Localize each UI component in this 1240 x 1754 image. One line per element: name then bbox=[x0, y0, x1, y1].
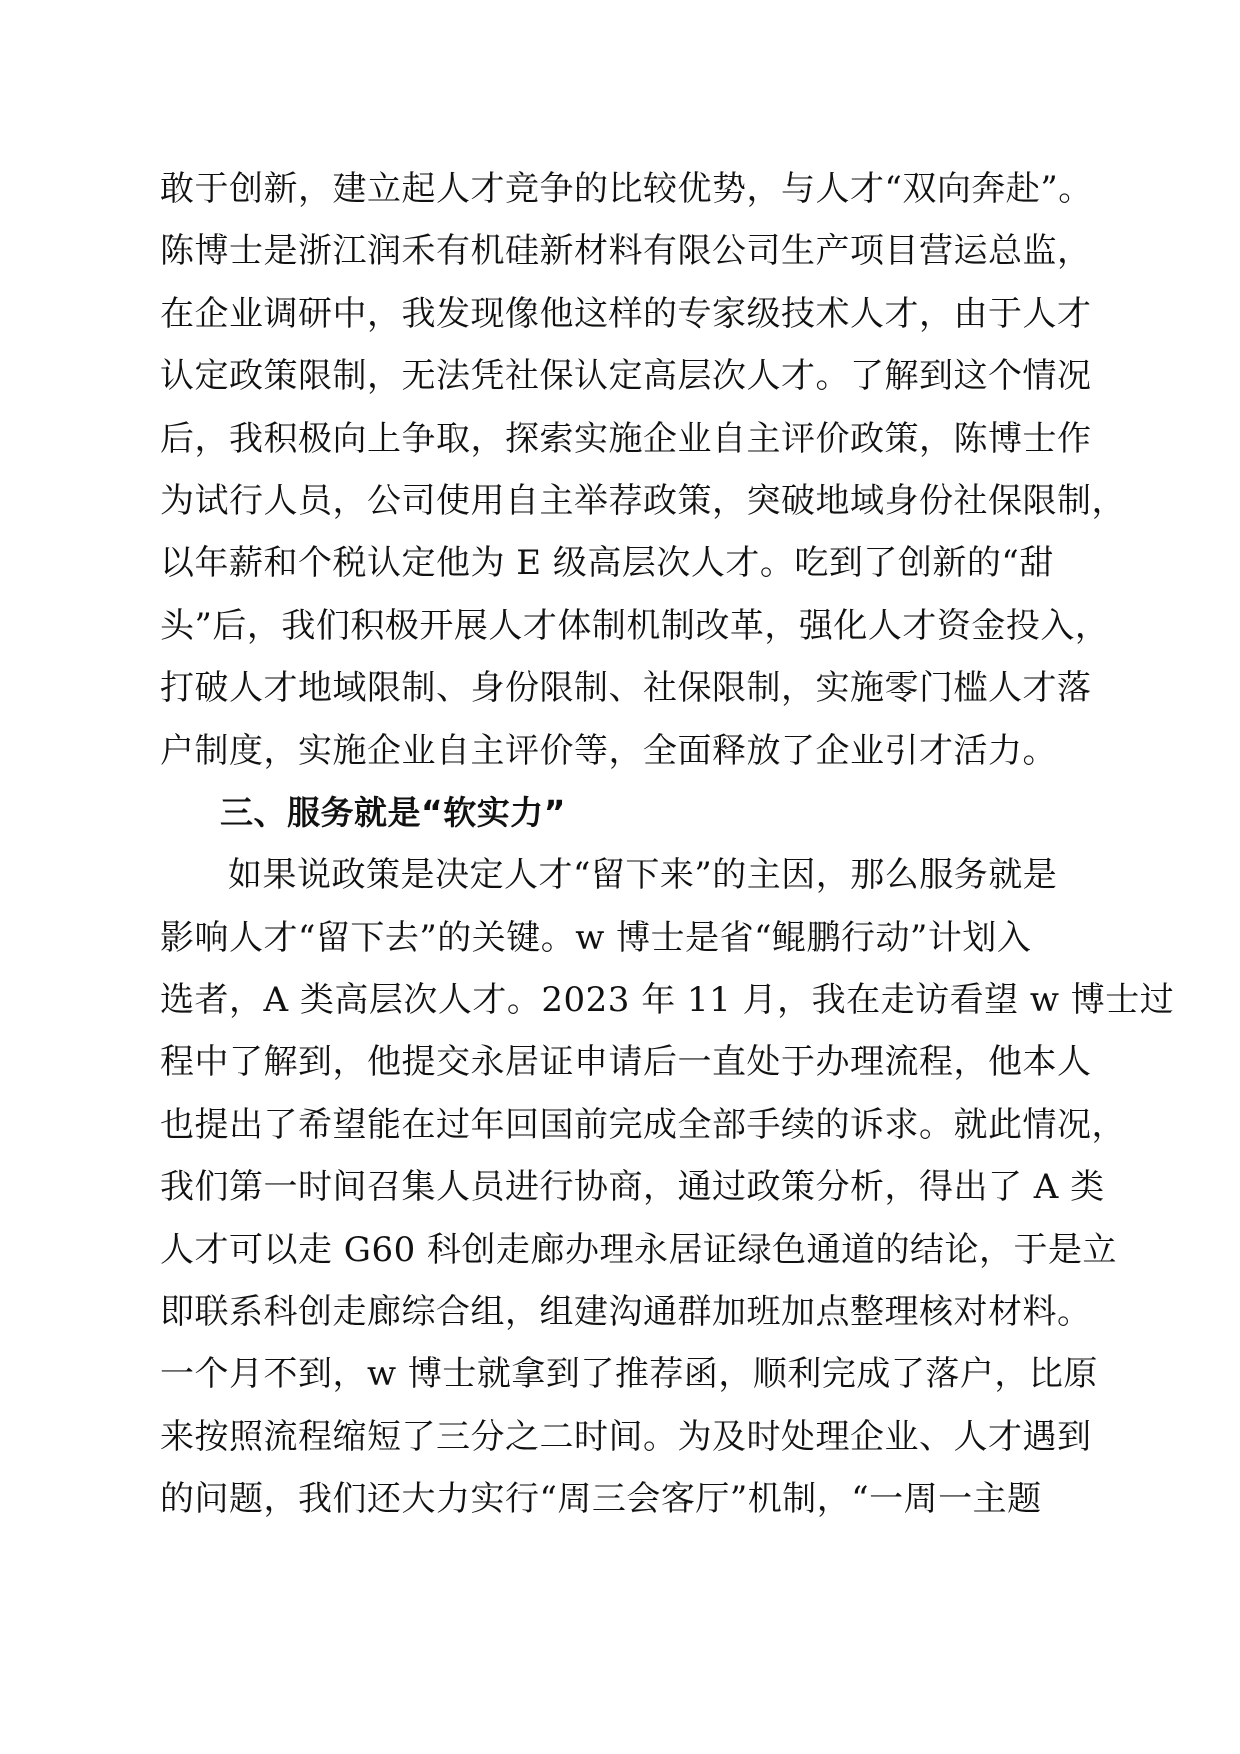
text-line: 即联系科创走廊综合组，组建沟通群加班加点整理核对材料。 bbox=[160, 1292, 1092, 1333]
text-line: 在企业调研中，我发现像他这样的专家级技术人才，由于人才 bbox=[160, 293, 1092, 334]
text-line: 认定政策限制，无法凭社保认定高层次人才。了解到这个情况 bbox=[160, 356, 1092, 397]
text-line: 后，我积极向上争取，探索实施企业自主评价政策，陈博士作 bbox=[160, 418, 1092, 459]
paragraph-first-line: 如果说政策是决定人才“留下来”的主因，那么服务就是 bbox=[228, 855, 1058, 896]
text-line: 的问题，我们还大力实行“周三会客厅”机制，“一周一主题 bbox=[160, 1479, 1042, 1520]
text-line: 陈博士是浙江润禾有机硅新材料有限公司生产项目营运总监， bbox=[160, 231, 1092, 272]
text-line: 以年薪和个税认定他为 E 级高层次人才。吃到了创新的“甜 bbox=[160, 543, 1054, 584]
text-line: 人才可以走 G60 科创走廊办理永居证绿色通道的结论，于是立 bbox=[160, 1229, 1118, 1270]
text-line: 影响人才“留下去”的关键。w 博士是省“鲲鹏行动”计划入 bbox=[160, 917, 1032, 958]
body-text bbox=[160, 158, 1175, 1531]
text-line: 程中了解到，他提交永居证申请后一直处于办理流程，他本人 bbox=[160, 1042, 1092, 1083]
text-line: 户制度，实施企业自主评价等，全面释放了企业引才活力。 bbox=[160, 730, 1057, 771]
text-line: 选者，A 类高层次人才。2023 年 11 月，我在走访看望 w 博士过 bbox=[160, 980, 1175, 1021]
text-line: 敢于创新，建立起人才竞争的比较优势，与人才“双向奔赴”。 bbox=[160, 169, 1093, 209]
text-line: 为试行人员，公司使用自主举荐政策，突破地域身份社保限制， bbox=[160, 480, 1126, 521]
text-line: 头”后，我们积极开展人才体制机制改革，强化人才资金投入， bbox=[160, 605, 1110, 646]
text-line: 也提出了希望能在过年回国前完成全部手续的诉求。就此情况， bbox=[160, 1104, 1126, 1145]
text-line: 打破人才地域限制、身份限制、社保限制，实施零门槛人才落 bbox=[160, 668, 1092, 709]
section-heading: 三、服务就是“软实力” bbox=[220, 792, 566, 832]
text-line: 我们第一时间召集人员进行协商，通过政策分析，得出了 A 类 bbox=[160, 1167, 1105, 1208]
text-line: 一个月不到，w 博士就拿到了推荐函，顺利完成了落户，比原 bbox=[160, 1354, 1098, 1395]
text-line: 来按照流程缩短了三分之二时间。为及时处理企业、人才遇到 bbox=[160, 1416, 1092, 1457]
